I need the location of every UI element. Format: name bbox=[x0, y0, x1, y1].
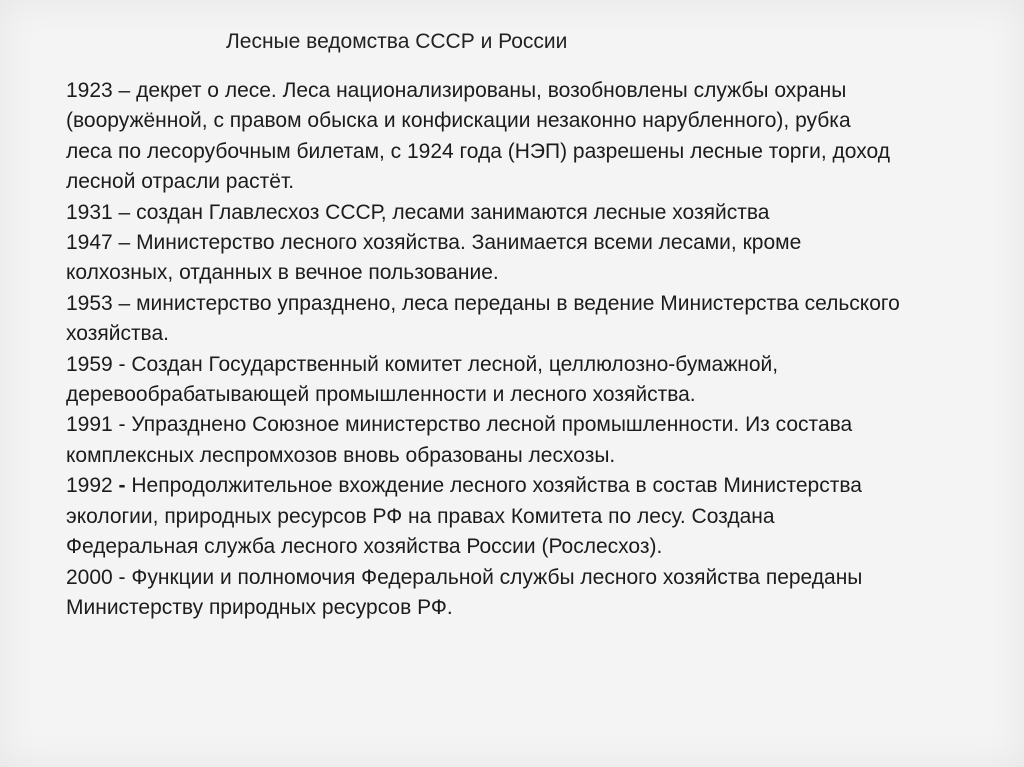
paragraph-1959 bbox=[66, 350, 1011, 411]
paragraph-1992 bbox=[66, 471, 1011, 562]
dash-separator: - bbox=[112, 474, 132, 498]
paragraph-1953 bbox=[66, 289, 1011, 350]
text-line: 1959 - Создан Государственный комитет лесной, целлюлозно-бумажной, bbox=[66, 352, 779, 376]
slide-body bbox=[66, 76, 1011, 623]
paragraph-1931 bbox=[66, 198, 1011, 228]
slide-title: Лесные ведомства СССР и России bbox=[226, 30, 568, 53]
text-line: хозяйства. bbox=[66, 322, 169, 346]
paragraph-1991 bbox=[66, 410, 1011, 471]
paragraph-1947 bbox=[66, 228, 1011, 289]
text-line bbox=[66, 471, 1011, 501]
text-line: леса по лесорубочным билетам, с 1924 года (НЭП) разрешены лесные торги, доход bbox=[66, 139, 890, 163]
line-text: Непродолжительное вхождение лесного хозяйства в состав Министерства bbox=[131, 474, 862, 498]
year-label: 1992 bbox=[66, 474, 113, 498]
text-line: деревообрабатывающей промышленности и лесного хозяйства. bbox=[66, 383, 696, 407]
text-line: колхозных, отданных в вечное пользование. bbox=[66, 261, 499, 285]
text-line: Федеральная служба лесного хозяйства России (Рослесхоз). bbox=[66, 535, 663, 559]
text-line: 1953 – министерство упразднено, леса переданы в ведение Министерства сельского bbox=[66, 291, 900, 315]
text-line: 1947 – Министерство лесного хозяйства. Занимается всеми лесами, кроме bbox=[66, 231, 802, 255]
paragraph-1923 bbox=[66, 76, 1011, 198]
text-line: лесной отрасли растёт. bbox=[66, 170, 295, 194]
text-line: Министерству природных ресурсов РФ. bbox=[66, 595, 453, 619]
text-line: 2000 - Функции и полномочия Федеральной службы лесного хозяйства переданы bbox=[66, 565, 863, 589]
text-line: экологии, природных ресурсов РФ на правах Комитета по лесу. Создана bbox=[66, 504, 775, 528]
text-line: комплексных леспромхозов вновь образованы лесхозы. bbox=[66, 443, 616, 467]
text-line: 1923 – декрет о лесе. Леса национализированы, возобновлены службы охраны bbox=[66, 79, 847, 102]
text-line: 1991 - Упразднено Союзное министерство лесной промышленности. Из состава bbox=[66, 413, 853, 437]
text-line: 1931 – создан Главлесхоз СССР, лесами занимаются лесные хозяйства bbox=[66, 200, 770, 224]
paragraph-2000 bbox=[66, 563, 1011, 624]
text-line: (вооружённой, с правом обыска и конфискации незаконно нарубленного), рубка bbox=[66, 109, 851, 133]
